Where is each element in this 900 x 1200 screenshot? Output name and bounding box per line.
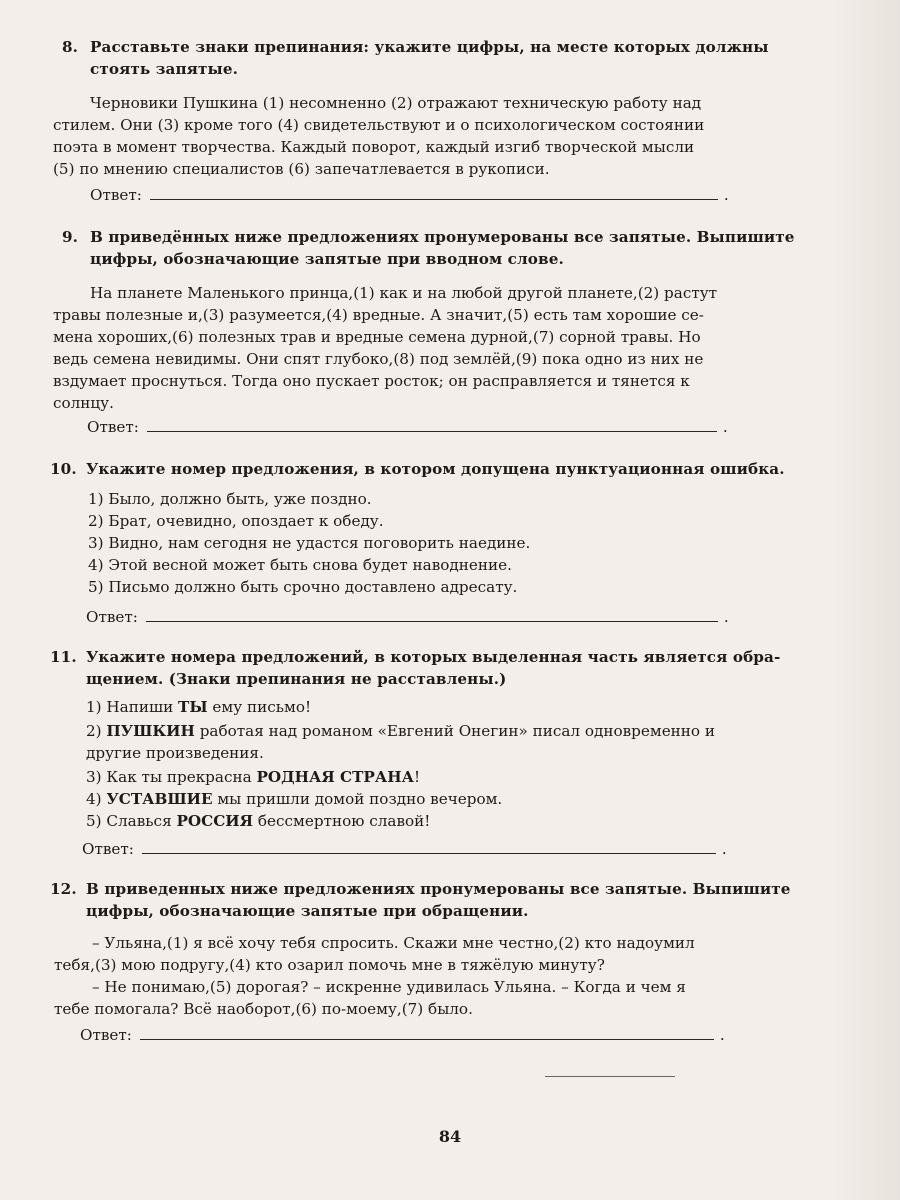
task-instruction-line: В приведённых ниже предложениях пронумерованы все запятые. Выпишите: [90, 228, 795, 246]
task-text: [53, 92, 865, 180]
instruction-text: Укажите номера предложений, в которых выделенная часть является: [86, 648, 733, 666]
answer-line[interactable]: [150, 198, 718, 200]
answer-label: Ответ:: [86, 608, 138, 626]
text-line: тебя,(3) мою подругу,(4) кто озарил помочь мне в тяжёлую минуту?: [54, 956, 605, 974]
text-line: поэта в момент творчества. Каждый поворот, каждый изгиб творческой мысли: [53, 138, 695, 156]
instruction-emphasis: пунктуационная ошибка.: [555, 460, 785, 478]
option-4: 4) Этой весной может быть снова будет наводнение.: [88, 556, 512, 574]
instruction-text: цифры, обозначающие запятые: [90, 250, 388, 268]
text-line: – Ульяна,(1) я всё хочу тебя спросить. Скажи мне честно,(2) кто надоумил: [92, 934, 695, 952]
task-instruction-line: стоять запятые.: [90, 60, 238, 78]
task-instruction-line: Расставьте знаки препинания: укажите цифры, на месте которых должны: [90, 38, 769, 56]
section-divider: [545, 1076, 675, 1077]
answer-row: [90, 184, 729, 206]
answer-row: [87, 416, 728, 438]
option-3: 3) Как ты прекрасна РОДНАЯ СТРАНА!: [86, 768, 421, 786]
page-edge-shadow: [830, 0, 900, 1200]
answer-row: [86, 606, 729, 628]
answer-line[interactable]: [142, 852, 716, 854]
answer-dot: .: [722, 418, 728, 436]
task-instruction-line: цифры, обозначающие запятые при обращении.: [86, 902, 529, 920]
answer-label: Ответ:: [80, 1026, 132, 1044]
answer-dot: .: [719, 1026, 725, 1044]
answer-dot: .: [723, 186, 729, 204]
answer-line[interactable]: [147, 430, 717, 432]
answer-label: Ответ:: [87, 418, 139, 436]
instruction-emphasis: при вводном слове.: [387, 250, 564, 268]
instruction-text: Укажите номер предложения, в котором допущена: [86, 460, 556, 478]
text-line: стилем. Они (3) кроме того (4) свидетельствуют и о психологическом состоянии: [53, 116, 705, 134]
answer-line[interactable]: [146, 620, 718, 622]
task-instruction-line: В приведенных ниже предложениях пронумерованы все запятые. Выпишите: [86, 880, 791, 898]
option-2: 2) Брат, очевидно, опоздает к обеду.: [88, 512, 384, 530]
text-line: мена хороших,(6) полезных трав и вредные семена дурной,(7) сорной травы. Но: [53, 328, 701, 346]
task-number: 10.: [50, 460, 77, 478]
text-line: ведь семена невидимы. Они спят глубоко,(8) под землёй,(9) пока одно из них не: [53, 350, 704, 368]
task-instruction-line: [86, 646, 780, 668]
task-number: 8.: [62, 38, 79, 56]
option-1: 1) Напиши ТЫ ему письмо!: [86, 698, 312, 716]
text-line: тебе помогала? Всё наоборот,(6) по-моему,(7) было.: [54, 1000, 473, 1018]
answer-dot: .: [723, 608, 729, 626]
text-line: вздумает проснуться. Тогда оно пускает росток; он расправляется и тянется к: [53, 372, 690, 390]
option-1: 1) Было, должно быть, уже поздно.: [88, 490, 372, 508]
option-2: 2) ПУШКИН работая над романом «Евгений Онегин» писал одновременно и: [86, 722, 716, 740]
task-instruction-line: [86, 668, 506, 690]
option-3: 3) Видно, нам сегодня не удастся поговорить наедине.: [88, 534, 531, 552]
text-line: травы полезные и,(3) разумеется,(4) вредные. А значит,(5) есть там хорошие се-: [53, 306, 704, 324]
answer-label: Ответ:: [90, 186, 142, 204]
text-line: – Не понимаю,(5) дорогая? – искренне удивилась Ульяна. – Когда и чем я: [92, 978, 686, 996]
answer-row: [80, 1024, 725, 1046]
instruction-emphasis: щением: [86, 670, 158, 688]
answer-label: Ответ:: [82, 840, 134, 858]
instruction-text: . (Знаки препинания не расставлены.): [157, 670, 507, 688]
text-line: На планете Маленького принца,(1) как и на любой другой планете,(2) растут: [90, 284, 718, 302]
task-instruction-line: [86, 458, 785, 480]
option-4: 4) УСТАВШИЕ мы пришли домой поздно вечером.: [86, 790, 503, 808]
task-text: [53, 282, 863, 414]
text-line: Черновики Пушкина (1) несомненно (2) отражают техническую работу над: [90, 94, 702, 112]
text-line: (5) по мнению специалистов (6) запечатлевается в рукописи.: [53, 160, 550, 178]
answer-dot: .: [721, 840, 727, 858]
task-text: [54, 932, 862, 1020]
task-instruction-line: [90, 248, 564, 270]
task-number: 9.: [62, 228, 79, 246]
task-number: 12.: [50, 880, 77, 898]
text-line: солнцу.: [53, 394, 114, 412]
option-5: 5) Письмо должно быть срочно доставлено адресату.: [88, 578, 518, 596]
answer-row: [82, 838, 727, 860]
page-number: 84: [438, 1127, 462, 1146]
answer-line[interactable]: [140, 1038, 714, 1040]
option-2-continuation: другие произведения.: [86, 744, 264, 762]
task-number: 11.: [50, 648, 77, 666]
option-5: 5) Славься РОССИЯ бессмертною славой!: [86, 812, 431, 830]
instruction-emphasis: обра-: [732, 648, 781, 666]
